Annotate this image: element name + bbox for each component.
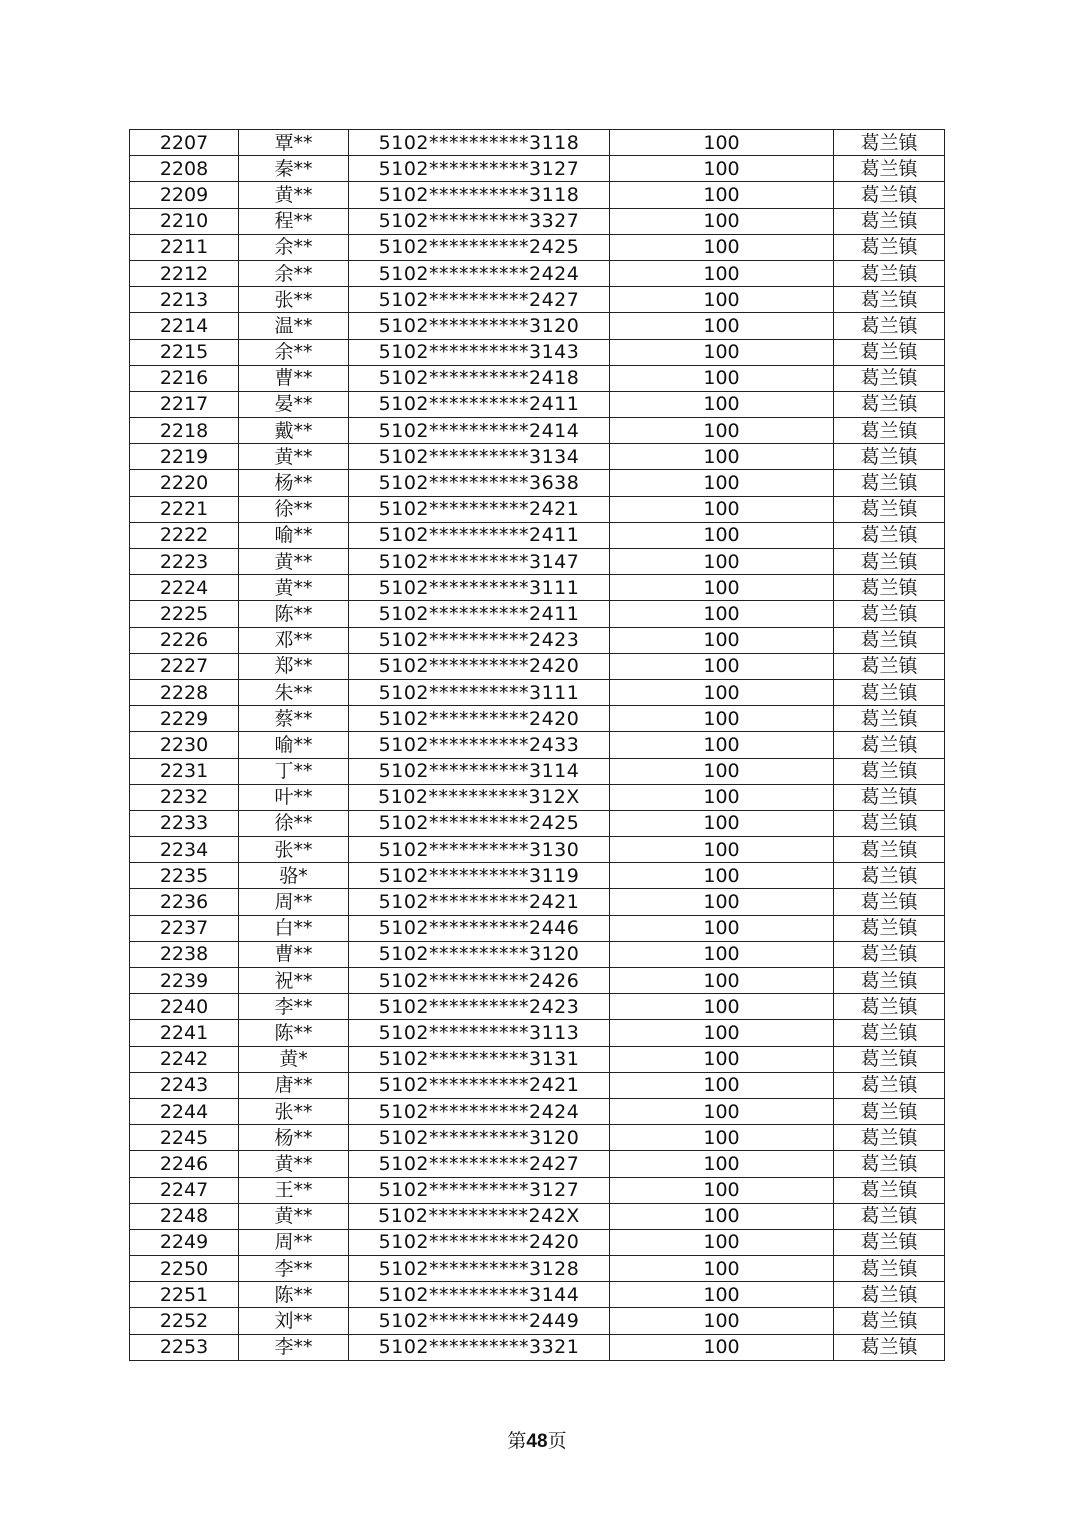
cell-serial-number: 2231	[130, 758, 239, 784]
cell-id-number: 5102**********3120	[349, 941, 610, 967]
table-row	[130, 889, 945, 915]
cell-serial-number: 2213	[130, 287, 239, 313]
cell-serial-number: 2241	[130, 1020, 239, 1046]
cell-town: 葛兰镇	[834, 863, 945, 889]
cell-serial-number: 2240	[130, 994, 239, 1020]
table-row	[130, 208, 945, 234]
cell-town: 葛兰镇	[834, 1046, 945, 1072]
table-row	[130, 1308, 945, 1334]
cell-serial-number: 2212	[130, 260, 239, 286]
cell-id-number: 5102**********2425	[349, 234, 610, 260]
cell-name: 喻**	[239, 732, 349, 758]
cell-town: 葛兰镇	[834, 653, 945, 679]
cell-amount: 100	[610, 653, 834, 679]
cell-serial-number: 2253	[130, 1334, 239, 1360]
cell-id-number: 5102**********2421	[349, 1072, 610, 1098]
cell-town: 葛兰镇	[834, 208, 945, 234]
cell-amount: 100	[610, 994, 834, 1020]
cell-id-number: 5102**********3119	[349, 863, 610, 889]
cell-name: 黄*	[239, 1046, 349, 1072]
table-row	[130, 549, 945, 575]
cell-town: 葛兰镇	[834, 758, 945, 784]
cell-name: 李**	[239, 994, 349, 1020]
cell-serial-number: 2207	[130, 130, 239, 156]
cell-town: 葛兰镇	[834, 889, 945, 915]
cell-id-number: 5102**********2427	[349, 287, 610, 313]
cell-id-number: 5102**********3127	[349, 156, 610, 182]
cell-amount: 100	[610, 627, 834, 653]
cell-id-number: 5102**********2427	[349, 1151, 610, 1177]
cell-amount: 100	[610, 339, 834, 365]
cell-name: 程**	[239, 208, 349, 234]
table-row	[130, 470, 945, 496]
cell-id-number: 5102**********2421	[349, 889, 610, 915]
cell-name: 晏**	[239, 391, 349, 417]
cell-id-number: 5102**********2418	[349, 365, 610, 391]
cell-serial-number: 2225	[130, 601, 239, 627]
table-row	[130, 1125, 945, 1151]
cell-serial-number: 2220	[130, 470, 239, 496]
cell-amount: 100	[610, 889, 834, 915]
cell-serial-number: 2215	[130, 339, 239, 365]
cell-serial-number: 2250	[130, 1256, 239, 1282]
cell-id-number: 5102**********3134	[349, 444, 610, 470]
cell-serial-number: 2218	[130, 418, 239, 444]
cell-town: 葛兰镇	[834, 391, 945, 417]
cell-name: 白**	[239, 915, 349, 941]
table-row	[130, 444, 945, 470]
cell-serial-number: 2252	[130, 1308, 239, 1334]
cell-serial-number: 2230	[130, 732, 239, 758]
cell-serial-number: 2244	[130, 1098, 239, 1124]
cell-amount: 100	[610, 130, 834, 156]
cell-town: 葛兰镇	[834, 706, 945, 732]
cell-id-number: 5102**********2411	[349, 391, 610, 417]
table-row	[130, 182, 945, 208]
cell-serial-number: 2208	[130, 156, 239, 182]
cell-name: 覃**	[239, 130, 349, 156]
cell-town: 葛兰镇	[834, 339, 945, 365]
cell-serial-number: 2245	[130, 1125, 239, 1151]
cell-id-number: 5102**********2420	[349, 706, 610, 732]
cell-town: 葛兰镇	[834, 575, 945, 601]
cell-name: 秦**	[239, 156, 349, 182]
cell-name: 祝**	[239, 968, 349, 994]
cell-name: 曹**	[239, 365, 349, 391]
table-row	[130, 313, 945, 339]
cell-serial-number: 2227	[130, 653, 239, 679]
table-row	[130, 732, 945, 758]
cell-serial-number: 2211	[130, 234, 239, 260]
table-row	[130, 260, 945, 286]
table-row	[130, 994, 945, 1020]
cell-name: 曹**	[239, 941, 349, 967]
cell-serial-number: 2219	[130, 444, 239, 470]
cell-id-number: 5102**********3111	[349, 575, 610, 601]
cell-name: 周**	[239, 889, 349, 915]
cell-amount: 100	[610, 1125, 834, 1151]
cell-id-number: 5102**********3118	[349, 182, 610, 208]
cell-id-number: 5102**********3321	[349, 1334, 610, 1360]
cell-name: 郑**	[239, 653, 349, 679]
table-row	[130, 863, 945, 889]
cell-town: 葛兰镇	[834, 470, 945, 496]
table-row	[130, 522, 945, 548]
table-row	[130, 679, 945, 705]
cell-id-number: 5102**********3114	[349, 758, 610, 784]
table-row	[130, 810, 945, 836]
table-row	[130, 758, 945, 784]
beneficiary-table	[129, 129, 945, 1361]
cell-name: 余**	[239, 234, 349, 260]
cell-amount: 100	[610, 706, 834, 732]
cell-serial-number: 2210	[130, 208, 239, 234]
cell-id-number: 5102**********3130	[349, 837, 610, 863]
cell-serial-number: 2242	[130, 1046, 239, 1072]
cell-id-number: 5102**********3118	[349, 130, 610, 156]
cell-name: 陈**	[239, 1282, 349, 1308]
cell-id-number: 5102**********2411	[349, 601, 610, 627]
cell-amount: 100	[610, 941, 834, 967]
page-number: 48	[526, 1431, 548, 1452]
table-row	[130, 653, 945, 679]
cell-town: 葛兰镇	[834, 1098, 945, 1124]
cell-town: 葛兰镇	[834, 1177, 945, 1203]
table-row	[130, 391, 945, 417]
cell-name: 陈**	[239, 601, 349, 627]
cell-id-number: 5102**********2423	[349, 994, 610, 1020]
cell-amount: 100	[610, 313, 834, 339]
table-row	[130, 1229, 945, 1255]
table-row	[130, 234, 945, 260]
cell-id-number: 5102**********3120	[349, 1125, 610, 1151]
cell-id-number: 5102**********2421	[349, 496, 610, 522]
cell-amount: 100	[610, 1282, 834, 1308]
page-footer	[0, 1426, 1074, 1453]
cell-serial-number: 2226	[130, 627, 239, 653]
cell-amount: 100	[610, 391, 834, 417]
cell-id-number: 5102**********3128	[349, 1256, 610, 1282]
cell-amount: 100	[610, 287, 834, 313]
cell-name: 戴**	[239, 418, 349, 444]
table-row	[130, 837, 945, 863]
cell-town: 葛兰镇	[834, 1203, 945, 1229]
cell-serial-number: 2243	[130, 1072, 239, 1098]
cell-town: 葛兰镇	[834, 1125, 945, 1151]
cell-town: 葛兰镇	[834, 234, 945, 260]
table-row	[130, 1256, 945, 1282]
cell-name: 温**	[239, 313, 349, 339]
cell-name: 张**	[239, 837, 349, 863]
cell-amount: 100	[610, 418, 834, 444]
cell-serial-number: 2232	[130, 784, 239, 810]
cell-amount: 100	[610, 863, 834, 889]
table-row	[130, 1151, 945, 1177]
cell-serial-number: 2224	[130, 575, 239, 601]
cell-town: 葛兰镇	[834, 156, 945, 182]
cell-name: 黄**	[239, 575, 349, 601]
cell-serial-number: 2238	[130, 941, 239, 967]
cell-amount: 100	[610, 1098, 834, 1124]
table-body	[130, 130, 945, 1361]
cell-amount: 100	[610, 260, 834, 286]
cell-serial-number: 2236	[130, 889, 239, 915]
cell-amount: 100	[610, 1229, 834, 1255]
cell-serial-number: 2229	[130, 706, 239, 732]
table-row	[130, 156, 945, 182]
cell-amount: 100	[610, 470, 834, 496]
cell-town: 葛兰镇	[834, 130, 945, 156]
cell-id-number: 5102**********2424	[349, 260, 610, 286]
cell-town: 葛兰镇	[834, 1282, 945, 1308]
cell-id-number: 5102**********3131	[349, 1046, 610, 1072]
cell-amount: 100	[610, 522, 834, 548]
cell-town: 葛兰镇	[834, 1151, 945, 1177]
cell-name: 李**	[239, 1334, 349, 1360]
cell-name: 杨**	[239, 470, 349, 496]
cell-town: 葛兰镇	[834, 444, 945, 470]
cell-id-number: 5102**********3111	[349, 679, 610, 705]
cell-town: 葛兰镇	[834, 313, 945, 339]
cell-name: 刘**	[239, 1308, 349, 1334]
cell-id-number: 5102**********2449	[349, 1308, 610, 1334]
cell-amount: 100	[610, 1151, 834, 1177]
table-row	[130, 941, 945, 967]
cell-id-number: 5102**********2414	[349, 418, 610, 444]
cell-name: 徐**	[239, 496, 349, 522]
cell-town: 葛兰镇	[834, 784, 945, 810]
cell-id-number: 5102**********3144	[349, 1282, 610, 1308]
cell-town: 葛兰镇	[834, 679, 945, 705]
table-row	[130, 1020, 945, 1046]
table-row	[130, 418, 945, 444]
table-row	[130, 1046, 945, 1072]
cell-name: 唐**	[239, 1072, 349, 1098]
cell-amount: 100	[610, 732, 834, 758]
cell-id-number: 5102**********2411	[349, 522, 610, 548]
cell-town: 葛兰镇	[834, 418, 945, 444]
cell-amount: 100	[610, 444, 834, 470]
cell-town: 葛兰镇	[834, 549, 945, 575]
cell-serial-number: 2228	[130, 679, 239, 705]
cell-id-number: 5102**********3113	[349, 1020, 610, 1046]
cell-id-number: 5102**********2423	[349, 627, 610, 653]
cell-town: 葛兰镇	[834, 287, 945, 313]
table-row	[130, 1334, 945, 1360]
cell-id-number: 5102**********2426	[349, 968, 610, 994]
cell-town: 葛兰镇	[834, 182, 945, 208]
cell-amount: 100	[610, 1256, 834, 1282]
table-row	[130, 627, 945, 653]
cell-id-number: 5102**********2420	[349, 1229, 610, 1255]
cell-name: 余**	[239, 260, 349, 286]
cell-serial-number: 2223	[130, 549, 239, 575]
cell-id-number: 5102**********2424	[349, 1098, 610, 1124]
cell-amount: 100	[610, 915, 834, 941]
table-row	[130, 784, 945, 810]
cell-name: 黄**	[239, 182, 349, 208]
cell-serial-number: 2237	[130, 915, 239, 941]
cell-amount: 100	[610, 1020, 834, 1046]
cell-amount: 100	[610, 234, 834, 260]
cell-name: 陈**	[239, 1020, 349, 1046]
cell-id-number: 5102**********2433	[349, 732, 610, 758]
table-row	[130, 1072, 945, 1098]
cell-id-number: 5102**********2420	[349, 653, 610, 679]
table-row	[130, 915, 945, 941]
cell-amount: 100	[610, 549, 834, 575]
cell-id-number: 5102**********3327	[349, 208, 610, 234]
cell-serial-number: 2234	[130, 837, 239, 863]
cell-amount: 100	[610, 1203, 834, 1229]
cell-amount: 100	[610, 208, 834, 234]
cell-town: 葛兰镇	[834, 1334, 945, 1360]
cell-serial-number: 2251	[130, 1282, 239, 1308]
cell-id-number: 5102**********312X	[349, 784, 610, 810]
cell-serial-number: 2239	[130, 968, 239, 994]
cell-amount: 100	[610, 601, 834, 627]
cell-serial-number: 2246	[130, 1151, 239, 1177]
cell-town: 葛兰镇	[834, 627, 945, 653]
cell-id-number: 5102**********3127	[349, 1177, 610, 1203]
cell-town: 葛兰镇	[834, 1229, 945, 1255]
cell-name: 徐**	[239, 810, 349, 836]
cell-town: 葛兰镇	[834, 810, 945, 836]
table-row	[130, 1177, 945, 1203]
cell-name: 李**	[239, 1256, 349, 1282]
cell-amount: 100	[610, 365, 834, 391]
cell-name: 蔡**	[239, 706, 349, 732]
table-row	[130, 496, 945, 522]
cell-town: 葛兰镇	[834, 1256, 945, 1282]
table-row	[130, 1203, 945, 1229]
cell-serial-number: 2222	[130, 522, 239, 548]
cell-name: 黄**	[239, 549, 349, 575]
cell-serial-number: 2216	[130, 365, 239, 391]
cell-amount: 100	[610, 679, 834, 705]
cell-amount: 100	[610, 810, 834, 836]
cell-id-number: 5102**********3120	[349, 313, 610, 339]
cell-amount: 100	[610, 1334, 834, 1360]
cell-amount: 100	[610, 182, 834, 208]
cell-name: 杨**	[239, 1125, 349, 1151]
cell-town: 葛兰镇	[834, 260, 945, 286]
cell-id-number: 5102**********242X	[349, 1203, 610, 1229]
table-row	[130, 968, 945, 994]
cell-serial-number: 2249	[130, 1229, 239, 1255]
table-row	[130, 339, 945, 365]
cell-name: 张**	[239, 287, 349, 313]
cell-amount: 100	[610, 496, 834, 522]
cell-town: 葛兰镇	[834, 601, 945, 627]
cell-id-number: 5102**********3638	[349, 470, 610, 496]
cell-town: 葛兰镇	[834, 732, 945, 758]
cell-name: 喻**	[239, 522, 349, 548]
cell-serial-number: 2221	[130, 496, 239, 522]
cell-town: 葛兰镇	[834, 1308, 945, 1334]
cell-town: 葛兰镇	[834, 1072, 945, 1098]
cell-serial-number: 2214	[130, 313, 239, 339]
cell-name: 余**	[239, 339, 349, 365]
cell-serial-number: 2247	[130, 1177, 239, 1203]
cell-id-number: 5102**********3143	[349, 339, 610, 365]
cell-name: 黄**	[239, 444, 349, 470]
table-row	[130, 575, 945, 601]
cell-name: 周**	[239, 1229, 349, 1255]
cell-amount: 100	[610, 1046, 834, 1072]
cell-serial-number: 2248	[130, 1203, 239, 1229]
table-row	[130, 1098, 945, 1124]
table-row	[130, 287, 945, 313]
cell-town: 葛兰镇	[834, 968, 945, 994]
table-row	[130, 130, 945, 156]
cell-amount: 100	[610, 1308, 834, 1334]
cell-amount: 100	[610, 968, 834, 994]
page-label-prefix: 第	[507, 1430, 527, 1452]
cell-serial-number: 2217	[130, 391, 239, 417]
cell-name: 骆*	[239, 863, 349, 889]
cell-serial-number: 2235	[130, 863, 239, 889]
cell-serial-number: 2233	[130, 810, 239, 836]
cell-name: 张**	[239, 1098, 349, 1124]
cell-name: 黄**	[239, 1151, 349, 1177]
cell-town: 葛兰镇	[834, 915, 945, 941]
page-label-suffix: 页	[547, 1430, 567, 1452]
cell-amount: 100	[610, 837, 834, 863]
cell-id-number: 5102**********3147	[349, 549, 610, 575]
cell-name: 朱**	[239, 679, 349, 705]
cell-amount: 100	[610, 156, 834, 182]
cell-name: 丁**	[239, 758, 349, 784]
cell-name: 王**	[239, 1177, 349, 1203]
cell-town: 葛兰镇	[834, 837, 945, 863]
cell-serial-number: 2209	[130, 182, 239, 208]
table-row	[130, 1282, 945, 1308]
cell-town: 葛兰镇	[834, 365, 945, 391]
cell-town: 葛兰镇	[834, 994, 945, 1020]
table-row	[130, 601, 945, 627]
cell-amount: 100	[610, 1072, 834, 1098]
cell-town: 葛兰镇	[834, 496, 945, 522]
cell-id-number: 5102**********2446	[349, 915, 610, 941]
cell-name: 邓**	[239, 627, 349, 653]
cell-amount: 100	[610, 784, 834, 810]
cell-town: 葛兰镇	[834, 522, 945, 548]
cell-amount: 100	[610, 758, 834, 784]
table-row	[130, 365, 945, 391]
cell-amount: 100	[610, 575, 834, 601]
cell-amount: 100	[610, 1177, 834, 1203]
cell-town: 葛兰镇	[834, 1020, 945, 1046]
cell-name: 黄**	[239, 1203, 349, 1229]
table-row	[130, 706, 945, 732]
cell-id-number: 5102**********2425	[349, 810, 610, 836]
cell-town: 葛兰镇	[834, 941, 945, 967]
cell-name: 叶**	[239, 784, 349, 810]
